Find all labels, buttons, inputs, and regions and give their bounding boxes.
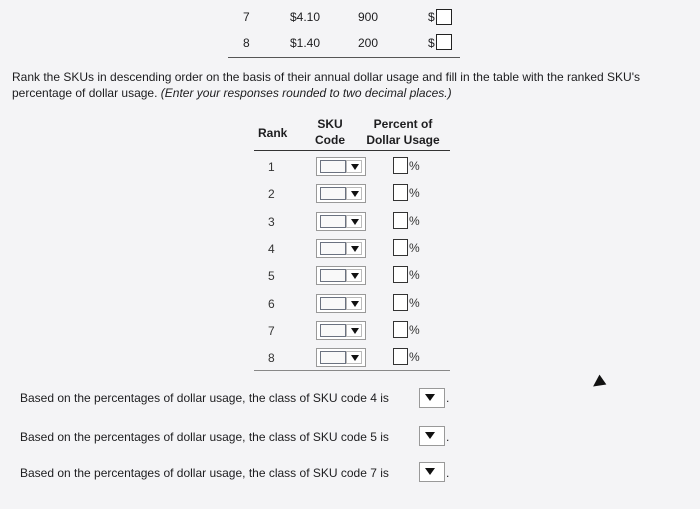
header-sku-line1: SKU [317, 117, 343, 131]
header-sku-line2: Code [315, 133, 345, 147]
rank-number: 2 [268, 187, 275, 201]
instructions-line2-plain: percentage of dollar usage. [12, 86, 161, 100]
chevron-down-icon [346, 324, 362, 337]
rank-number: 7 [268, 324, 275, 338]
top-row-8-input[interactable] [436, 34, 452, 50]
class-select-sku4[interactable] [419, 388, 445, 408]
percent-input[interactable] [393, 348, 408, 365]
sku-select-value [320, 324, 346, 337]
chevron-down-icon [346, 242, 362, 255]
mouse-pointer-icon [590, 375, 607, 392]
question-sku7-end: . [446, 466, 450, 480]
header-rank: Rank [258, 126, 288, 140]
chevron-down-icon [346, 187, 362, 200]
percent-suffix: % [409, 323, 420, 337]
question-sku4-end: . [446, 391, 450, 405]
question-sku5-end: . [446, 430, 450, 444]
percent-input[interactable] [393, 212, 408, 229]
sku-code-select[interactable] [316, 239, 366, 258]
chevron-down-icon [346, 269, 362, 282]
top-row-8-rank: 8 [243, 36, 250, 50]
rank-number: 1 [268, 160, 275, 174]
top-row-8-dollar: $ [428, 36, 435, 50]
chevron-down-icon [346, 297, 362, 310]
percent-input[interactable] [393, 157, 408, 174]
header-pct [362, 116, 444, 148]
top-table-bottom-rule [228, 57, 460, 58]
top-row-7-rank: 7 [243, 10, 250, 24]
percent-input[interactable] [393, 266, 408, 283]
instructions-line1: Rank the SKUs in descending order on the basis of their annual dollar usage and fill in the table with the ranked SKU's [12, 70, 641, 84]
table-bottom-rule [254, 370, 450, 371]
sku-code-select[interactable] [316, 212, 366, 231]
sku-select-value [320, 269, 346, 282]
chevron-down-icon [425, 432, 435, 439]
top-row-7-price: $4.10 [290, 10, 321, 24]
table-header-rule [254, 150, 450, 151]
chevron-down-icon [346, 215, 362, 228]
instructions-line2-italic: (Enter your responses rounded to two decimal places.) [160, 86, 452, 100]
rank-number: 8 [268, 351, 275, 365]
class-select-sku7[interactable] [419, 462, 445, 482]
top-row-7-qty: 900 [358, 10, 379, 24]
rank-number: 3 [268, 215, 275, 229]
percent-input[interactable] [393, 294, 408, 311]
percent-input[interactable] [393, 184, 408, 201]
chevron-down-icon [425, 468, 435, 475]
sku-select-value [320, 297, 346, 310]
percent-suffix: % [409, 296, 420, 310]
sku-code-select[interactable] [316, 348, 366, 367]
percent-input[interactable] [393, 321, 408, 338]
percent-suffix: % [409, 214, 420, 228]
question-sku7: Based on the percentages of dollar usage, the class of SKU code 7 is [20, 466, 389, 480]
instructions-line2 [12, 86, 692, 100]
sku-code-select[interactable] [316, 321, 366, 340]
percent-suffix: % [409, 268, 420, 282]
top-row-7-dollar: $ [428, 10, 435, 24]
sku-select-value [320, 187, 346, 200]
class-select-sku5[interactable] [419, 426, 445, 446]
top-row-8-price: $1.40 [290, 36, 321, 50]
top-row-7-input[interactable] [436, 9, 452, 25]
sku-code-select[interactable] [316, 157, 366, 176]
question-sku4: Based on the percentages of dollar usage, the class of SKU code 4 is [20, 391, 389, 405]
header-pct-line1: Percent of [373, 117, 433, 131]
sku-code-select[interactable] [316, 294, 366, 313]
percent-suffix: % [409, 159, 420, 173]
chevron-down-icon [346, 351, 362, 364]
percent-suffix: % [409, 241, 420, 255]
sku-select-value [320, 160, 346, 173]
header-sku [310, 116, 350, 148]
percent-input[interactable] [393, 239, 408, 256]
sku-select-value [320, 351, 346, 364]
rank-number: 4 [268, 242, 275, 256]
rank-number: 5 [268, 269, 275, 283]
top-row-8-qty: 200 [358, 36, 379, 50]
rank-number: 6 [268, 297, 275, 311]
percent-suffix: % [409, 186, 420, 200]
percent-suffix: % [409, 350, 420, 364]
sku-code-select[interactable] [316, 184, 366, 203]
sku-select-value [320, 215, 346, 228]
chevron-down-icon [346, 160, 362, 173]
sku-code-select[interactable] [316, 266, 366, 285]
chevron-down-icon [425, 394, 435, 401]
question-sku5: Based on the percentages of dollar usage, the class of SKU code 5 is [20, 430, 389, 444]
sku-select-value [320, 242, 346, 255]
header-pct-line2: Dollar Usage [366, 133, 440, 147]
